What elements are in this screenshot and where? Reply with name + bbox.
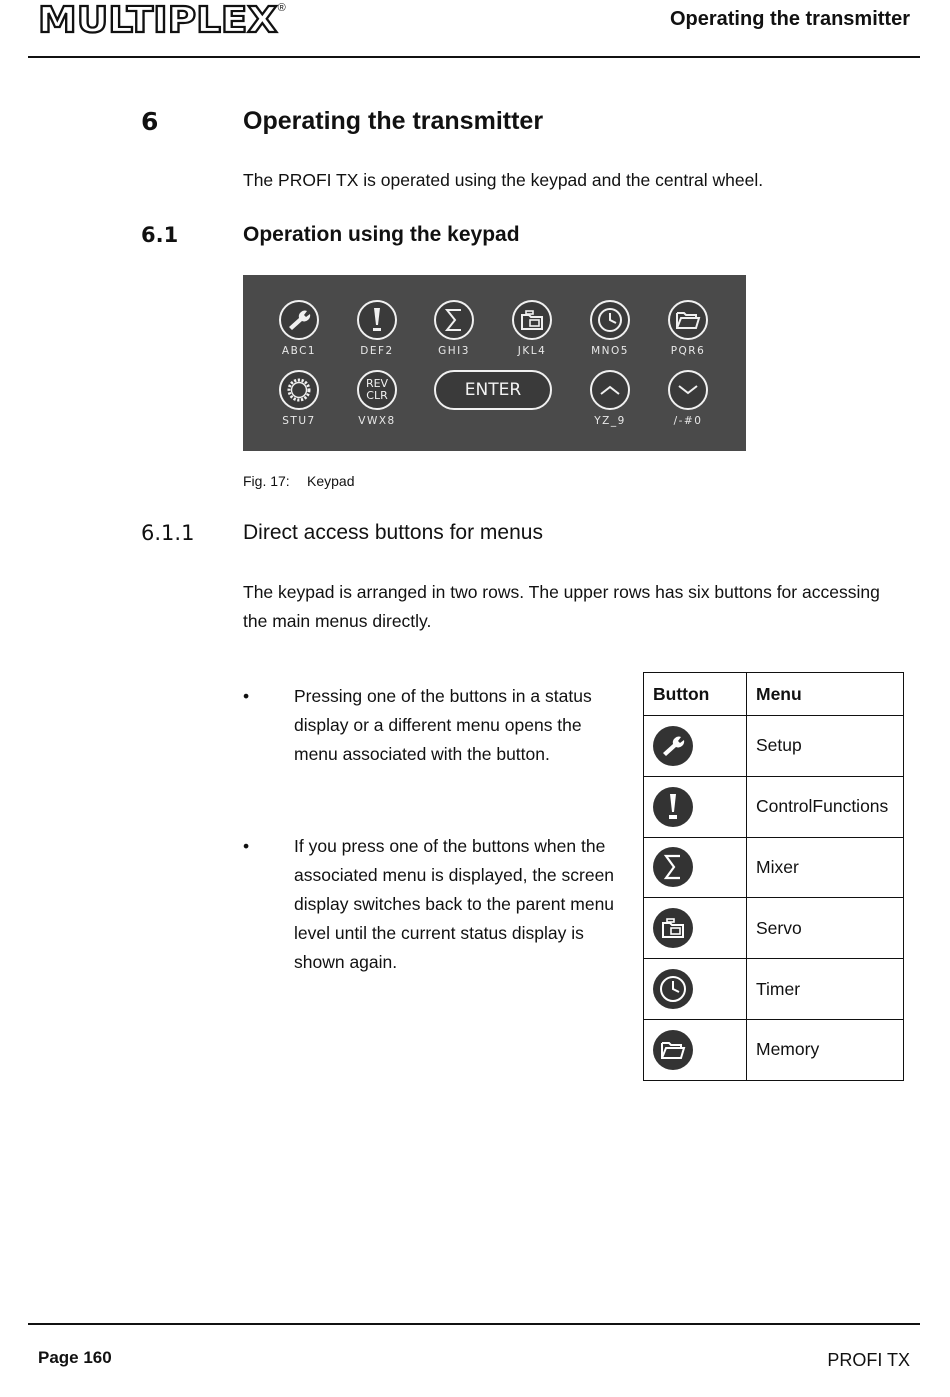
bullet-line: If you press one of the buttons when the — [294, 836, 606, 856]
bullet-line: display or a different menu opens the — [294, 715, 582, 735]
key-label: MNO5 — [591, 345, 629, 357]
section-6-1-number: 6.1 — [141, 223, 179, 247]
exclamation-icon — [357, 300, 397, 340]
table-header-row — [644, 673, 904, 716]
wrench-icon — [279, 300, 319, 340]
section-6-1-1-title: Direct access buttons for menus — [243, 521, 543, 544]
section-6-intro: The PROFI TX is operated using the keypad and the central wheel. — [243, 170, 764, 190]
wrench-icon — [653, 726, 693, 766]
menu-name: Servo — [747, 898, 904, 959]
rev-clr-icon — [357, 370, 397, 410]
section-6-number: 6 — [141, 107, 159, 136]
header-title: Operating the transmitter — [669, 8, 910, 30]
bullet-line: Pressing one of the buttons in a status — [294, 686, 592, 706]
enter-key: ENTER — [434, 370, 552, 410]
rev-text: REV — [365, 377, 389, 390]
section-6-1-1-number: 6.1.1 — [141, 521, 195, 545]
bullet-line: associated menu is displayed, the screen — [294, 865, 615, 885]
key-label: /-#0 — [673, 415, 703, 427]
table-row — [644, 898, 904, 959]
paragraph-line: The keypad is arranged in two rows. The upper rows has six buttons for accessing — [243, 582, 880, 602]
bullet-item — [243, 682, 633, 769]
bullet-item — [243, 832, 633, 977]
key-label: YZ_9 — [594, 415, 626, 427]
figure-caption — [243, 473, 354, 489]
menu-name: Mixer — [747, 837, 904, 898]
page-number: Page 160 — [38, 1348, 112, 1367]
clr-text: CLR — [366, 389, 388, 402]
sigma-icon — [434, 300, 474, 340]
table-row — [644, 716, 904, 777]
footer-divider — [28, 1323, 920, 1325]
clock-icon — [590, 300, 630, 340]
menu-name: Setup — [747, 716, 904, 777]
menu-name: Memory — [747, 1019, 904, 1080]
section-6-title: Operating the transmitter — [243, 107, 544, 135]
paragraph-line: the main menus directly. — [243, 611, 432, 631]
key-label: PQR6 — [670, 345, 706, 357]
key-label: ABC1 — [281, 345, 317, 357]
bullet-line: menu associated with the button. — [294, 744, 550, 764]
open-folder-icon — [668, 300, 708, 340]
table-row — [644, 1019, 904, 1080]
logo-text: MULTIPLEX — [38, 0, 278, 41]
chevron-up-icon — [590, 370, 630, 410]
bullet-line: shown again. — [294, 952, 398, 972]
figure-caption-text: Keypad — [307, 473, 355, 489]
sigma-icon — [653, 847, 693, 887]
chevron-down-icon — [668, 370, 708, 410]
clock-icon — [653, 969, 693, 1009]
menu-table — [643, 672, 904, 1081]
menu-name: Timer — [747, 959, 904, 1020]
menu-name: ControlFunctions — [747, 776, 904, 837]
section-6-1-1-paragraph — [243, 578, 923, 636]
keypad-figure — [243, 275, 746, 451]
gear-icon — [279, 370, 319, 410]
key-label: VWX8 — [358, 415, 396, 427]
key-label: STU7 — [282, 415, 316, 427]
column-header-menu: Menu — [747, 673, 904, 716]
bullet-dot: • — [243, 686, 250, 706]
table-row — [644, 776, 904, 837]
registered-mark: ® — [277, 2, 286, 14]
table-row — [644, 837, 904, 898]
table-row — [644, 959, 904, 1020]
column-header-button: Button — [644, 673, 747, 716]
servo-folder-icon — [512, 300, 552, 340]
open-folder-icon — [653, 1030, 693, 1070]
servo-folder-icon — [653, 908, 693, 948]
multiplex-logo — [38, 2, 286, 40]
bullet-dot: • — [243, 836, 250, 856]
product-name: PROFI TX — [827, 1350, 910, 1370]
key-label: JKL4 — [517, 345, 547, 357]
key-label: DEF2 — [360, 345, 394, 357]
bullet-line: display switches back to the parent menu — [294, 894, 615, 914]
key-label: GHI3 — [438, 345, 470, 357]
section-6-1-title: Operation using the keypad — [243, 223, 520, 246]
figure-label: Fig. 17: — [243, 473, 290, 489]
exclamation-icon — [653, 787, 693, 827]
bullet-line: level until the current status display is — [294, 923, 584, 943]
header-divider — [28, 56, 920, 58]
